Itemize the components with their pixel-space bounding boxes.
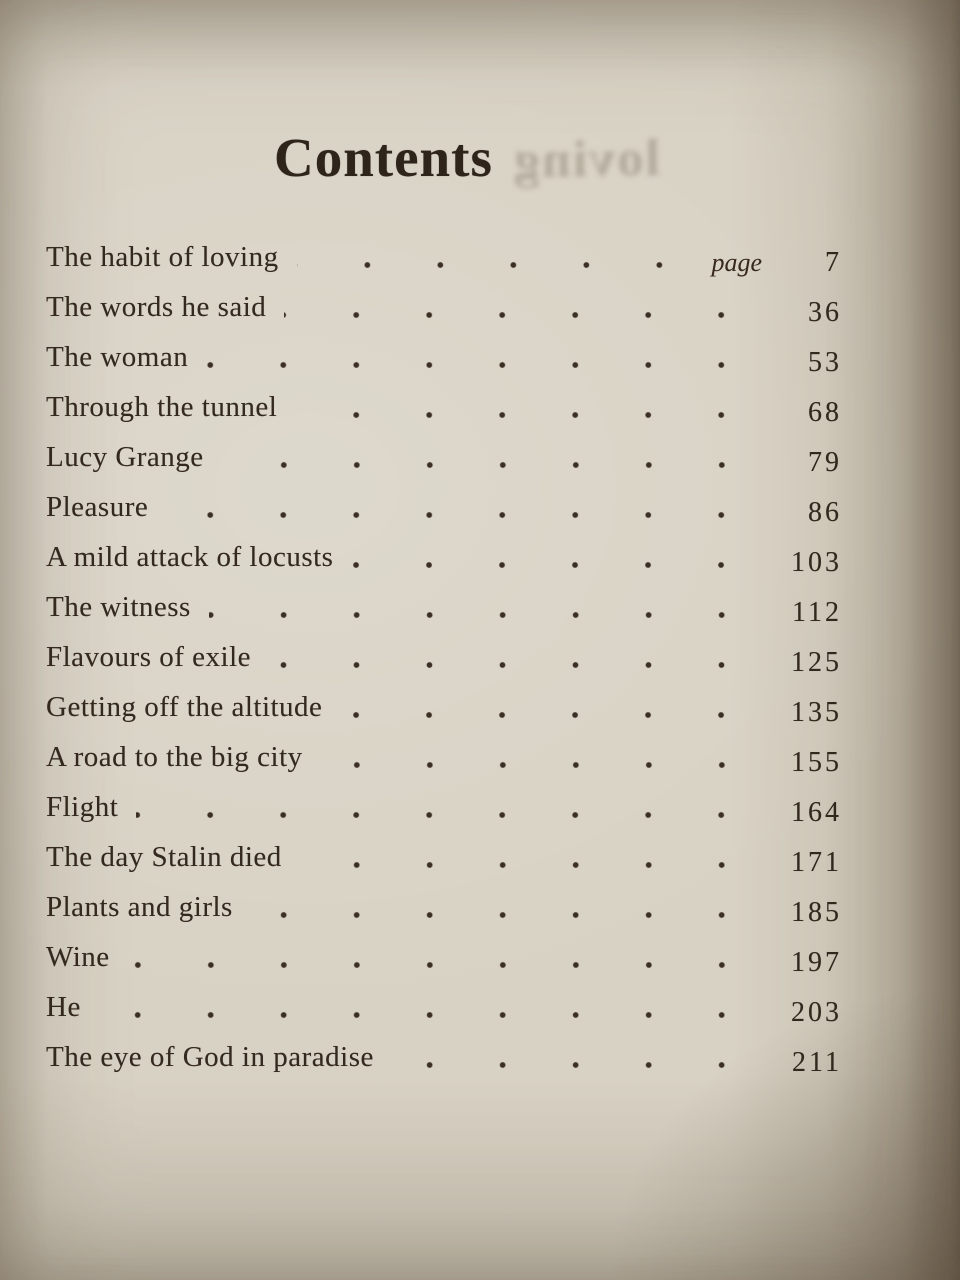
- toc-entry-page: 211: [792, 1047, 842, 1079]
- dot-leader: [222, 459, 760, 471]
- toc-entry-page: 185: [791, 897, 842, 929]
- toc-entry: [46, 991, 842, 1029]
- toc-entry-title: Flavours of exile: [46, 641, 252, 674]
- toc-entry-page: 125: [791, 647, 842, 679]
- toc-entry-page: 203: [791, 997, 842, 1029]
- toc-entry-title: Pleasure: [46, 491, 149, 524]
- toc-entry-title: Lucy Grange: [46, 441, 204, 474]
- toc-entry-title: Getting off the altitude: [46, 691, 323, 724]
- dot-leader: [251, 909, 760, 921]
- dot-leader: [206, 359, 760, 371]
- page-title: Contents: [274, 127, 493, 188]
- toc-entry-page: 36: [808, 297, 842, 329]
- toc-entry-page: 68: [808, 397, 842, 429]
- toc-entry-title: A road to the big city: [46, 741, 303, 774]
- toc-entry: [46, 441, 842, 479]
- dot-leader: [128, 959, 760, 971]
- dot-leader: [166, 509, 760, 521]
- dot-leader: [300, 859, 760, 871]
- toc-entry: [46, 541, 842, 579]
- toc-entry-page: 79: [808, 447, 842, 479]
- toc-entry-page: 171: [791, 847, 842, 879]
- dot-leader: [297, 259, 698, 271]
- toc-entry-title: A mild attack of locusts: [46, 541, 334, 574]
- dot-leader: [392, 1059, 760, 1071]
- toc-entry-page: 197: [791, 947, 842, 979]
- dot-leader: [284, 309, 760, 321]
- dot-leader: [295, 409, 760, 421]
- toc-entry: [46, 641, 842, 679]
- toc-list: [46, 241, 842, 1079]
- contents-page: [46, 126, 842, 1091]
- toc-entry-page: 164: [791, 797, 842, 829]
- toc-entry-title: He: [46, 991, 81, 1024]
- toc-entry-title: The eye of God in paradise: [46, 1041, 374, 1074]
- dot-leader: [209, 609, 760, 621]
- toc-entry: [46, 341, 842, 379]
- toc-entry: [46, 1041, 842, 1079]
- dot-leader: [321, 759, 760, 771]
- toc-entry-title: The habit of loving: [46, 241, 279, 274]
- toc-entry: [46, 691, 842, 729]
- dot-leader: [351, 559, 760, 571]
- toc-entry-page: 7: [825, 247, 842, 279]
- toc-entry: [46, 241, 842, 279]
- dot-leader: [269, 659, 760, 671]
- ghost-showthrough-text: loving: [511, 129, 661, 190]
- toc-entry: [46, 391, 842, 429]
- toc-entry-title: The day Stalin died: [46, 841, 282, 874]
- toc-entry-title: The words he said: [46, 291, 267, 324]
- toc-entry: [46, 591, 842, 629]
- toc-entry: [46, 791, 842, 829]
- toc-entry-page: 103: [791, 547, 842, 579]
- dot-leader: [136, 809, 760, 821]
- toc-entry: [46, 491, 842, 529]
- toc-entry: [46, 741, 842, 779]
- toc-entry-title: Flight: [46, 791, 119, 824]
- toc-entry: [46, 841, 842, 879]
- toc-entry-page: 53: [808, 347, 842, 379]
- toc-entry: [46, 891, 842, 929]
- toc-entry-title: Wine: [46, 941, 110, 974]
- toc-entry-title: Plants and girls: [46, 891, 233, 924]
- toc-entry-page: 135: [791, 697, 842, 729]
- toc-entry-page: 112: [792, 597, 842, 629]
- toc-entry: [46, 941, 842, 979]
- toc-entry-title: The witness: [46, 591, 191, 624]
- page-word-label: page: [711, 248, 762, 278]
- toc-entry-title: The woman: [46, 341, 189, 374]
- toc-entry-page: 155: [791, 747, 842, 779]
- toc-entry: [46, 291, 842, 329]
- toc-entry-title: Through the tunnel: [46, 391, 278, 424]
- dot-leader: [99, 1009, 760, 1021]
- dot-leader: [340, 709, 760, 721]
- toc-entry-page: 86: [808, 497, 842, 529]
